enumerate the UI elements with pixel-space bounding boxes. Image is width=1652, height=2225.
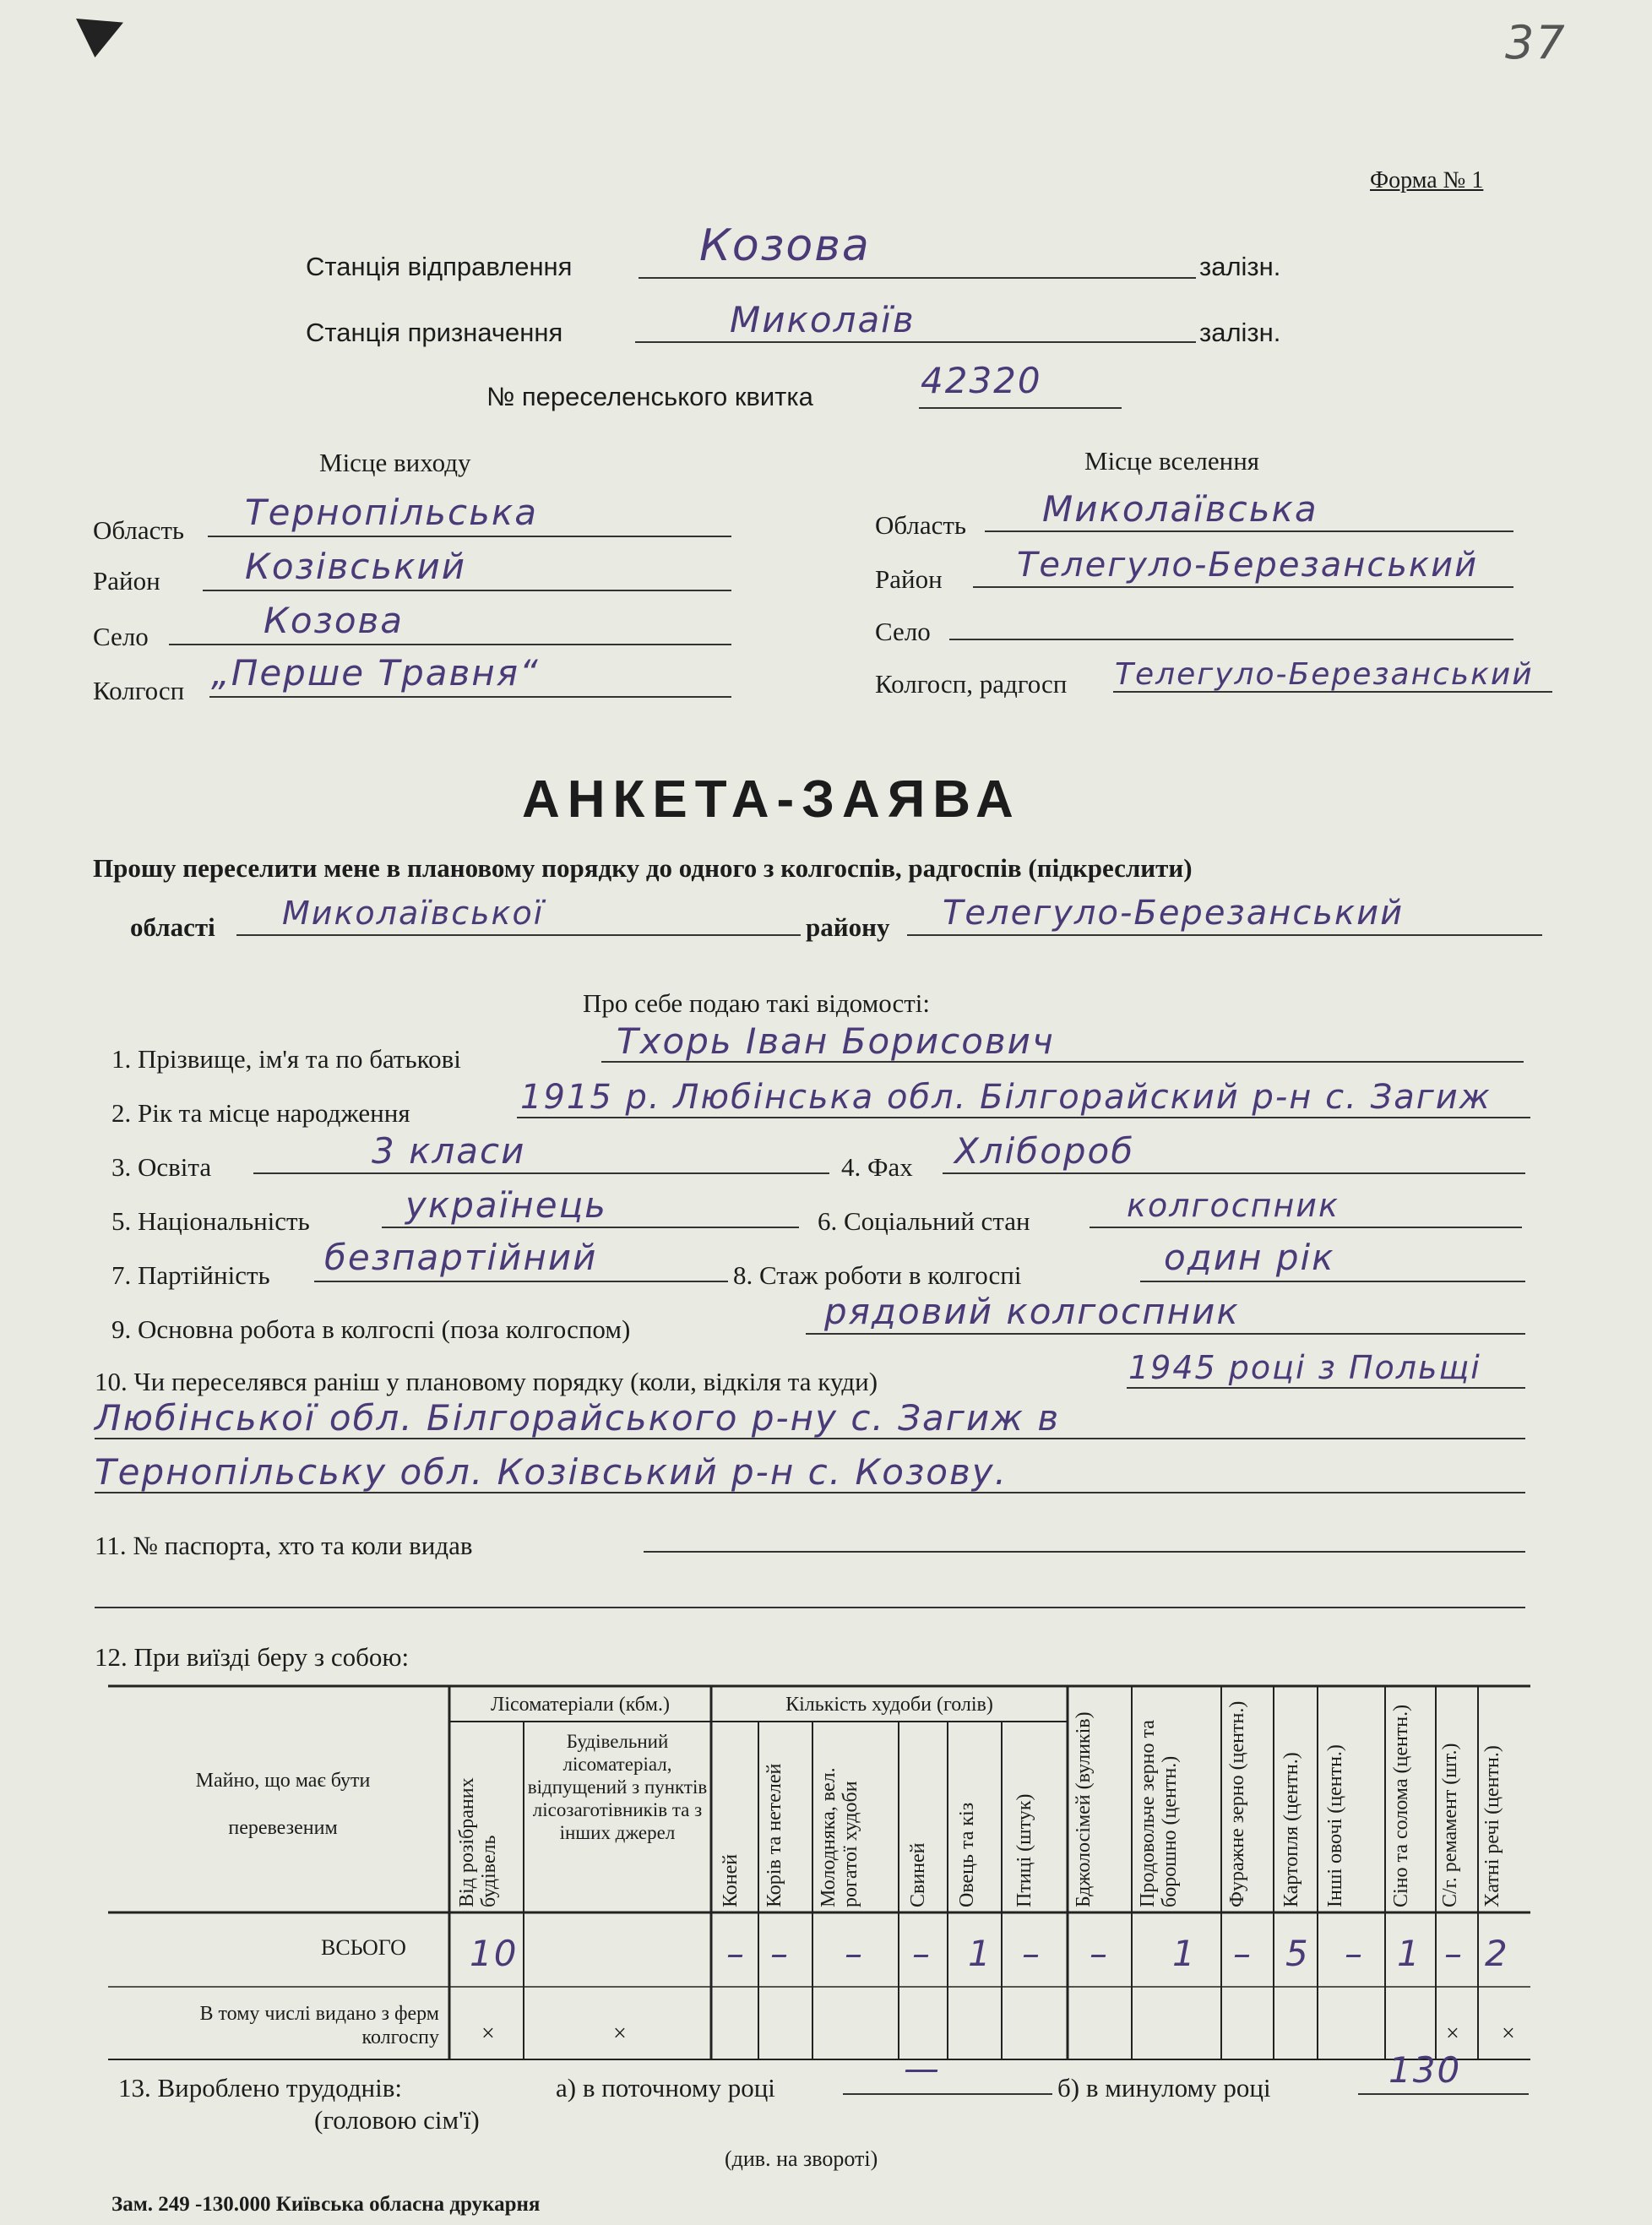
destination-raion-value: Телегуло-Березанський [1017, 546, 1479, 585]
total-horses: – [726, 1933, 746, 1974]
farm-mark-demolished: × [481, 2021, 495, 2047]
origin-oblast-label: Область [93, 515, 185, 545]
farm-mark-building: × [613, 2021, 627, 2047]
field-9-label: 9. Основна робота в колгоспі (поза колгоспом) [111, 1314, 631, 1344]
field-2-label: 2. Рік та місце народження [111, 1098, 410, 1128]
departure-railway: залізн. [1199, 252, 1281, 281]
col-horses: Коней [720, 1853, 742, 1907]
request-raion-label: району [806, 912, 890, 942]
row-farm-label: В тому числі видано з ферм колгоспу [199, 2003, 439, 2048]
total-hay: 1 [1397, 1933, 1421, 1974]
destination-oblast-line [985, 530, 1513, 532]
col-birds: Птиці (штук) [1013, 1793, 1035, 1907]
field-6-value: колгоспник [1127, 1187, 1340, 1224]
destination-station-value: Миколаїв [730, 299, 916, 340]
destination-selo-label: Село [875, 617, 931, 646]
total-sheep: 1 [968, 1933, 992, 1974]
field-7-label: 7. Партійність [111, 1260, 270, 1290]
group-lumber: Лісоматеріали (кбм.) [491, 1694, 670, 1716]
field-3-value: 3 класи [372, 1130, 526, 1172]
field-10-value-3: Тернопільську обл. Козівський р-н с. Козову. [95, 1451, 1008, 1493]
col-fodder: Фуражне зерно (центн.) [1226, 1700, 1248, 1907]
field-8-value: один рік [1164, 1237, 1335, 1278]
destination-raion-label: Район [875, 564, 943, 594]
destination-railway: залізн. [1199, 318, 1281, 347]
col-tools: С/г. ремамент (шт.) [1439, 1743, 1461, 1907]
farm-mark-tools: × [1446, 2021, 1459, 2047]
destination-kolhosp-value: Телегуло-Березанський [1115, 657, 1534, 692]
request-raion-line [907, 934, 1542, 936]
field-9-value: рядовий колгоспник [824, 1291, 1240, 1332]
origin-kolhosp-line [209, 696, 731, 698]
field-5-line [382, 1227, 799, 1228]
col-household: Хатні речі (центн.) [1481, 1745, 1503, 1907]
workdays-label: 13. Вироблено трудоднів: [118, 2073, 403, 2103]
ink-blot [76, 19, 123, 57]
row-total-label: ВСЬОГО [321, 1935, 406, 1960]
col-building: Будівельний лісоматеріал, відпущений з пунктів лісозаготівників та з інших джерел [527, 1731, 708, 1843]
origin-kolhosp-value: „Перше Травня“ [211, 652, 540, 694]
field-2-line [517, 1117, 1530, 1118]
destination-kolhosp-label: Колгосп, радгосп [875, 669, 1068, 699]
origin-selo-value: Козова [264, 600, 405, 641]
departure-value: Козова [699, 220, 871, 271]
form-title: АНКЕТА-ЗАЯВА [522, 770, 1021, 829]
see-back-note: (див. на звороті) [725, 2146, 878, 2171]
field-6-line [1090, 1227, 1522, 1228]
total-food-grain: 1 [1172, 1933, 1197, 1974]
total-pigs: – [912, 1933, 932, 1974]
field-4-value: Хлібороб [954, 1130, 1135, 1172]
col-potato: Картопля (центн.) [1280, 1752, 1302, 1907]
field-5-value: українець [405, 1184, 607, 1226]
col-pigs: Свиней [907, 1842, 929, 1907]
request-oblast-line [236, 934, 801, 936]
field-4-label: 4. Фах [841, 1152, 913, 1182]
col-hay: Сіно та солома (центн.) [1390, 1704, 1412, 1907]
origin-header: Місце виходу [319, 448, 471, 477]
total-household: 2 [1485, 1933, 1509, 1974]
total-birds: – [1022, 1933, 1041, 1974]
destination-station-label: Станція призначення [306, 318, 563, 347]
ticket-value: 42320 [921, 360, 1042, 401]
field-6-label: 6. Соціальний стан [818, 1206, 1030, 1236]
request-oblast-value: Миколаївської [282, 895, 545, 932]
col-property: Майно, що має бути перевезеним [195, 1770, 371, 1839]
workdays-last-line [1358, 2093, 1529, 2095]
field-5-label: 5. Національність [111, 1206, 310, 1236]
printer-imprint: Зам. 249 -130.000 Київська обласна друкарня [111, 2193, 541, 2216]
total-veg: – [1345, 1933, 1364, 1974]
field-11-label: 11. № паспорта, хто та коли видав [95, 1531, 473, 1560]
origin-oblast-line [208, 536, 731, 537]
field-9-line [806, 1333, 1525, 1335]
group-cattle: Кількість худоби (голів) [785, 1694, 993, 1716]
col-cows: Корів та нетелей [764, 1763, 785, 1907]
workdays-current-line [843, 2093, 1052, 2095]
destination-oblast-label: Область [875, 510, 967, 540]
col-young: Молодняка, вел. рогатої худоби [818, 1767, 861, 1907]
field-7-line [314, 1281, 728, 1282]
origin-selo-line [169, 644, 731, 645]
field-10-value-2: Любінської обл. Білгорайського р-ну с. Загиж в [95, 1397, 1061, 1439]
request-oblast-label: області [130, 912, 215, 942]
workdays-current-value: — [904, 2048, 941, 2089]
field-7-value: безпартійний [324, 1237, 598, 1278]
ticket-label: № переселенського квитка [486, 382, 813, 411]
field-3-label: 3. Освіта [111, 1152, 212, 1182]
total-young: – [845, 1933, 864, 1974]
field-1-label: 1. Прізвище, ім'я та по батькові [111, 1044, 461, 1074]
total-potato: 5 [1285, 1933, 1310, 1974]
destination-header: Місце вселення [1084, 446, 1260, 476]
request-text: Прошу переселити мене в плановому порядку до одного з колгоспів, радгоспів (підкреслити) [93, 853, 1193, 883]
field-10-line [1127, 1387, 1525, 1389]
field-10-label: 10. Чи переселявся раніш у плановому порядку (коли, відкіля та куди) [95, 1367, 878, 1396]
origin-raion-value: Козівський [245, 546, 467, 587]
field-2-value: 1915 р. Любінська обл. Білгорайский р-н с. Загиж [520, 1078, 1492, 1117]
ticket-line [919, 407, 1122, 409]
col-veg: Інші овочі (центн.) [1324, 1744, 1346, 1907]
total-tools: – [1444, 1933, 1464, 1974]
col-sheep: Овець та кіз [956, 1802, 978, 1907]
farm-mark-household: × [1502, 2021, 1515, 2047]
col-bees: Бджолосімей (вуликів) [1073, 1711, 1095, 1907]
workdays-current-label: а) в поточному році [556, 2073, 775, 2103]
field-10-value-1: 1945 році з Польщі [1128, 1349, 1481, 1386]
total-fodder: – [1233, 1933, 1253, 1974]
field-3-line [253, 1172, 829, 1174]
destination-selo-line [949, 639, 1513, 640]
field-1-value: Тхорь Іван Борисович [617, 1020, 1055, 1062]
departure-label: Станція відправлення [306, 252, 573, 281]
field-4-line [943, 1172, 1525, 1174]
workdays-last-label: б) в минулому році [1057, 2073, 1271, 2103]
origin-oblast-value: Тернопільська [245, 492, 538, 533]
destination-station-line [635, 341, 1196, 343]
col-food-grain: Продовольче зерно та борошно (центн.) [1137, 1720, 1181, 1907]
workdays-last-value: 130 [1388, 2049, 1462, 2091]
col-demolished: Від розібраних будівель [456, 1777, 500, 1907]
form-label: Форма № 1 [1370, 167, 1484, 193]
field-8-line [1140, 1281, 1525, 1282]
field-8-label: 8. Стаж роботи в колгоспі [733, 1260, 1022, 1290]
workdays-sub-label: (головою сім'ї) [314, 2105, 480, 2135]
total-bees: – [1090, 1933, 1109, 1974]
origin-kolhosp-label: Колгосп [93, 676, 185, 705]
origin-raion-line [203, 590, 731, 591]
page-number: 37 [1505, 16, 1567, 69]
field-12-label: 12. При виїзді беру з собою: [95, 1642, 410, 1672]
departure-line [639, 277, 1196, 279]
field-11-line-2 [95, 1607, 1525, 1608]
origin-raion-label: Район [93, 566, 160, 596]
origin-selo-label: Село [93, 622, 149, 651]
destination-raion-line [973, 586, 1513, 588]
total-demolished: 10 [470, 1933, 519, 1974]
destination-oblast-value: Миколаївська [1042, 488, 1318, 530]
request-raion-value: Телегуло-Березанський [943, 894, 1405, 933]
field-11-line [644, 1551, 1525, 1553]
about-header: Про себе подаю такі відомості: [583, 988, 931, 1018]
total-cows: – [770, 1933, 790, 1974]
